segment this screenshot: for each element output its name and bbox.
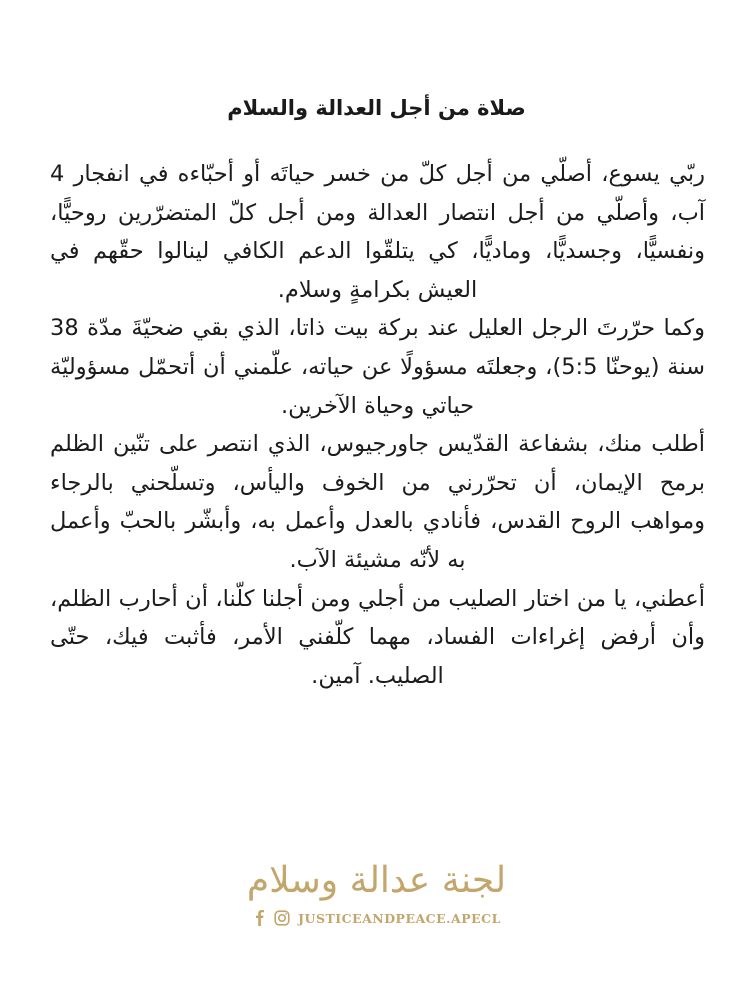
prayer-paragraph-3: أطلب منك، بشفاعة القدّيس جاورجيوس، الذي انتصر على تنّين الظلم برمح الإيمان، أن تحرّرني من الخوف واليأس، وتسلّحني بالرجاء ومواهب الروح القدس، فأنادي بالعدل وأعمل به، وأبشّر بالحبّ وأعمل به لأنّه مشيئة الآب. xyxy=(50,431,705,573)
organization-logo: لجنة عدالة وسلام xyxy=(246,860,507,901)
prayer-body xyxy=(50,155,705,695)
prayer-paragraph-4: أعطني، يا من اختار الصليب من أجلي ومن أجلنا كلّنا، أن أحارب الظلم، وأن أرفض إغراءات الفساد، مهما كلّفني الأمر، فأثبت فيك، حتّى الصليب. آمين. xyxy=(50,585,705,689)
social-handle[interactable]: JUSTICEANDPEACE.APECL xyxy=(298,910,501,926)
social-links xyxy=(0,910,753,926)
prayer-title: صلاة من أجل العدالة والسلام xyxy=(227,96,526,120)
prayer-paragraph-2: وكما حرّرتَ الرجل العليل عند بركة بيت ذاتا، الذي بقي ضحيّةَ مدّة 38 سنة (يوحنّا 5:5)، وجعلتَه مسؤولًا عن حياته، علّمني أن أتحمّل مسؤوليّة حياتي وحياة الآخرين. xyxy=(50,315,706,419)
prayer-paragraph-1: ربّي يسوع، أصلّي من أجل كلّ من خسر حياتَه أو أحبّاءه في انفجار 4 آب، وأصلّي من أجل انتصار العدالة ومن أجل كلّ المتضرّرين روحيًّا، ونفسيًّا، وجسديًّا، وماديًّا، كي يتلقّوا الدعم الكافي لينالوا حقّهم في العيش بكرامةٍ وسلام. xyxy=(50,161,705,303)
facebook-icon[interactable] xyxy=(252,910,268,926)
instagram-icon[interactable] xyxy=(274,910,290,926)
